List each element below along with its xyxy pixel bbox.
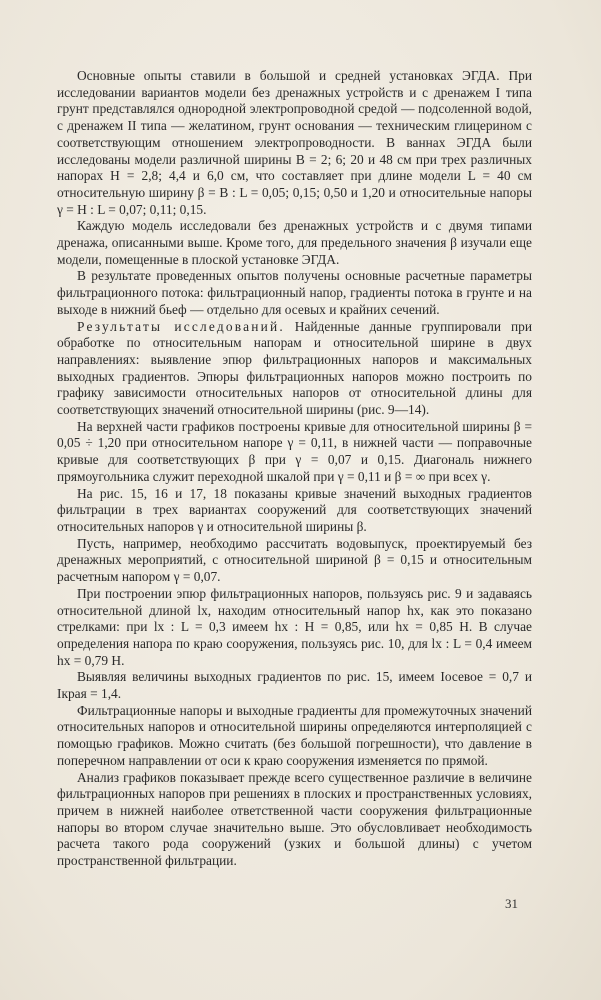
paragraph-10: Фильтрационные напоры и выходные градиенты для промежуточных значений относительных напоров и относительной ширины определяются интерполяцией с помощью графиков. Можно считать (без большой погрешности), что давление в поперечном направлении от оси к краю сооружения изменяется по прямой.: [57, 702, 532, 768]
paragraph-2: Каждую модель исследовали без дренажных устройств и с двумя типами дренажа, описанными выше. Кроме того, для предельного значения β изучали еще модели, помещенные в плоской установке ЭГДА.: [57, 218, 532, 267]
paragraph-1: Основные опыты ставили в большой и средней установках ЭГДА. При исследовании вариантов модели без дренажных устройств и с дренажем I типа грунт представлялся однородной электропроводной средой — подсоленной водой, с дренажем II типа — желатином, грунт основания — техническим глицерином с соответствующим отношением электропроводности. В ваннах ЭГДА были исследованы модели различной ширины B = 2; 6; 20 и 48 см при трех различных напорах H = 2,8; 4,4 и 6,0 см, что составляет при длине модели L = 40 см относительную ширину β = B : L = 0,05; 0,15; 0,50 и 1,20 и относительные напоры γ = H : L = 0,07; 0,11; 0,15.: [57, 68, 532, 217]
paragraph-7: Пусть, например, необходимо рассчитать водовыпуск, проектируемый без дренажных мероприятий, с относительной шириной β = 0,15 и относительным расчетным напором γ = 0,07.: [57, 535, 532, 585]
paragraph-5: На верхней части графиков построены кривые для относительной ширины β = 0,05 ÷ 1,20 при относительном напоре γ = 0,11, в нижней части — поправочные кривые для соответствующих β при γ = 0,07 и 0,15. Диагональ нижнего прямоугольника служит переходной шкалой при γ = 0,11 и β = ∞ при всех γ.: [57, 418, 532, 484]
page-number: 31: [505, 896, 518, 911]
paragraph-6: На рис. 15, 16 и 17, 18 показаны кривые значений выходных градиентов фильтрации в трех вариантах сооружений для соответствующих значений относительных напоров γ и относительной ширины β.: [57, 485, 532, 534]
paragraph-4: [57, 319, 532, 419]
paragraph-11: Анализ графиков показывает прежде всего существенное различие в величине фильтрационных напоров при решениях в плоских и пространственных условиях, причем в нижней наиболее ответственной части сооружения фильтрационные напоры во втором случае значительно выше. Это обусловливает необходимость расчета такого рода сооружений (узких и большой длины) с учетом пространственной фильтрации.: [57, 769, 532, 869]
results-heading: Результаты исследований.: [77, 318, 285, 334]
paragraph-4-text: Найденные данные группировали при обработке по относительным напорам и относительной ширине в двух направлениях: выявление эпюр фильтрационных напоров и максимальных выходных градиентов. Эпюры фильтрационных напоров можно построить по графику зависимости относительных напоров от относительной длины для соответствующих значений относительной ширины (рис. 9—14).: [57, 318, 532, 418]
body-text: [57, 68, 532, 870]
paragraph-8: При построении эпюр фильтрационных напоров, пользуясь рис. 9 и задаваясь относительной длиной lx, находим относительный напор hx, как это показано стрелками: при lx : L = 0,3 имеем hx : H = 0,85, или hx = 0,85 H. В случае определения напора по краю сооружения, пользуясь рис. 10, для lx : L = 0,4 имеем hx = 0,79 H.: [57, 585, 532, 668]
paragraph-3: В результате проведенных опытов получены основные расчетные параметры фильтрационного потока: фильтрационный напор, градиенты потока в грунте и на выходе в нижний бьеф — отдельно для осевых и крайних сечений.: [57, 268, 532, 317]
paragraph-9: Выявляя величины выходных градиентов по рис. 15, имеем Iосевое = 0,7 и Iкрая = 1,4.: [57, 669, 532, 702]
